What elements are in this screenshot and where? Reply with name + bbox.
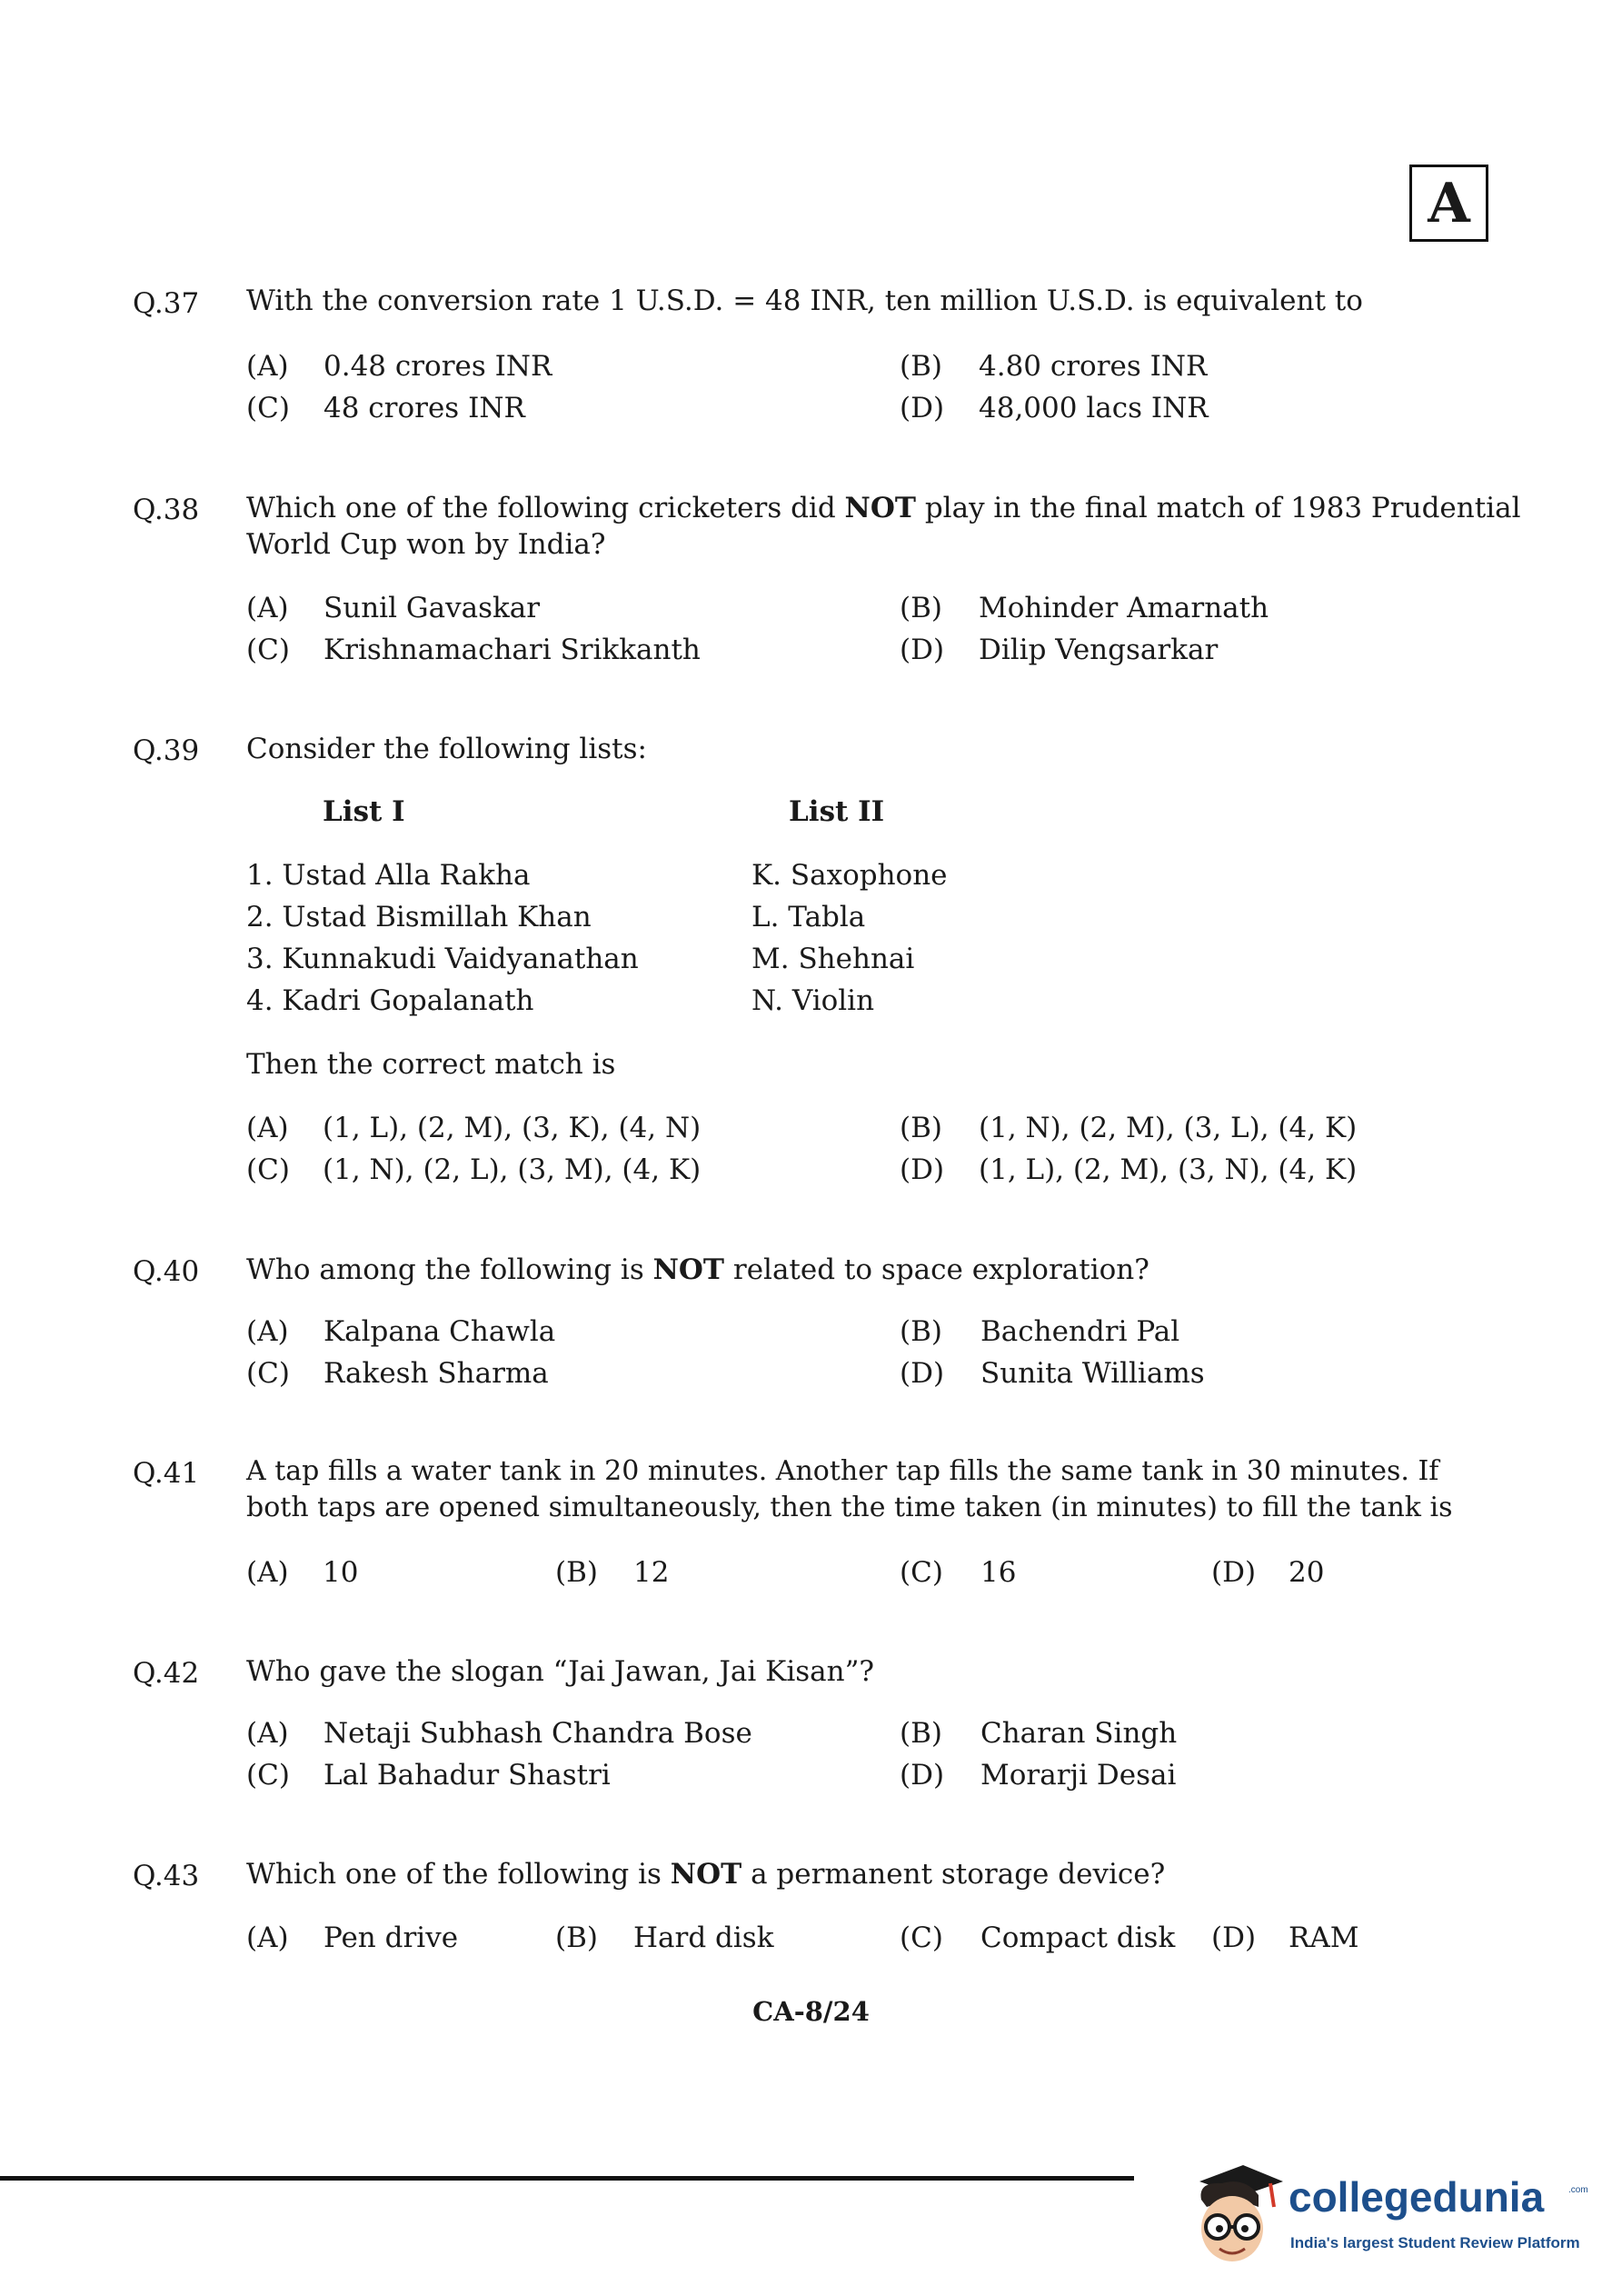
q37-option-a-label: (A): [246, 350, 289, 383]
q38-option-a-text: Sunil Gavaskar: [323, 592, 541, 624]
q37-option-c-label: (C): [246, 392, 290, 424]
q39-option-b-label: (B): [900, 1112, 942, 1144]
q40-text: Who among the following is NOT related to space exploration?: [246, 1253, 1149, 1286]
q42-option-d-text: Morarji Desai: [980, 1759, 1177, 1792]
logo-tld: .com: [1568, 2185, 1588, 2195]
q43-option-d-label: (D): [1211, 1922, 1257, 1954]
logo-wordmark: collegedunia: [1289, 2173, 1545, 2221]
q42-text: Who gave the slogan “Jai Jawan, Jai Kisan”?: [246, 1655, 875, 1688]
q43-option-b-label: (B): [555, 1922, 598, 1954]
q42-option-d-label: (D): [900, 1759, 945, 1792]
q41-text-line1: A tap fills a water tank in 20 minutes. Another tap fills the same tank in 30 minutes. If: [246, 1455, 1439, 1487]
q42-option-a-text: Netaji Subhash Chandra Bose: [323, 1717, 752, 1750]
q37-option-a-text: 0.48 crores INR: [323, 350, 552, 383]
q38-option-a-label: (A): [246, 592, 289, 624]
q43-text: Which one of the following is NOT a permanent storage device?: [246, 1858, 1166, 1891]
q38-text: Which one of the following cricketers did NOT play in the final match of 1983 Prudential: [246, 492, 1521, 524]
q41-option-c-label: (C): [900, 1556, 943, 1589]
q40-option-c-label: (C): [246, 1357, 290, 1390]
q43-not-emphasis: NOT: [670, 1858, 742, 1891]
q41-text-line2: both taps are opened simultaneously, then the time taken (in minutes) to fill the tank is: [246, 1492, 1453, 1523]
q43-option-c-text: Compact disk: [980, 1922, 1176, 1954]
q38-option-b-label: (B): [900, 592, 942, 624]
q42-option-c-label: (C): [246, 1759, 290, 1792]
list1-item: 2. Ustad Bismillah Khan: [246, 901, 592, 933]
q37-option-d-label: (D): [900, 392, 945, 424]
q39-number: Q.39: [133, 734, 200, 767]
list2-header: List II: [789, 795, 885, 828]
q43-number: Q.43: [133, 1860, 200, 1892]
q39-option-d-label: (D): [900, 1153, 945, 1186]
q38-option-b-text: Mohinder Amarnath: [979, 592, 1269, 624]
q39-option-a-text: (1, L), (2, M), (3, K), (4, N): [323, 1112, 702, 1144]
q43-option-d-text: RAM: [1289, 1922, 1359, 1954]
q42-option-a-label: (A): [246, 1717, 289, 1750]
q40-option-b-text: Bachendri Pal: [980, 1315, 1180, 1348]
q38-not-emphasis: NOT: [844, 492, 916, 524]
q41-option-c-text: 16: [980, 1556, 1017, 1589]
q40-option-d-text: Sunita Williams: [980, 1357, 1205, 1390]
list2-item: M. Shehnai: [751, 943, 915, 975]
q42-option-c-text: Lal Bahadur Shastri: [323, 1759, 611, 1792]
q41-option-a-label: (A): [246, 1556, 289, 1589]
list1-header: List I: [323, 795, 405, 828]
q39-option-a-label: (A): [246, 1112, 289, 1144]
q42-option-b-text: Charan Singh: [980, 1717, 1178, 1750]
q41-number: Q.41: [133, 1457, 200, 1490]
q37-text: With the conversion rate 1 U.S.D. = 48 INR, ten million U.S.D. is equivalent to: [246, 285, 1363, 317]
bottom-divider: [0, 2176, 1134, 2181]
collegedunia-logo: [1181, 2154, 1588, 2281]
paper-set-label: A: [1409, 165, 1488, 242]
list2-item: L. Tabla: [751, 901, 866, 933]
q39-option-c-label: (C): [246, 1153, 290, 1186]
q37-option-b-text: 4.80 crores INR: [979, 350, 1208, 383]
q38-text-line2: World Cup won by India?: [246, 528, 606, 561]
q39-match-text: Then the correct match is: [246, 1048, 616, 1081]
q43-option-c-label: (C): [900, 1922, 943, 1954]
list2-item: N. Violin: [751, 984, 875, 1017]
q37-number: Q.37: [133, 287, 200, 320]
q39-option-c-text: (1, N), (2, L), (3, M), (4, K): [323, 1153, 702, 1186]
q37-option-c-text: 48 crores INR: [323, 392, 525, 424]
q41-option-b-label: (B): [555, 1556, 598, 1589]
q38-number: Q.38: [133, 494, 200, 526]
q40-option-a-label: (A): [246, 1315, 289, 1348]
q43-option-b-text: Hard disk: [633, 1922, 774, 1954]
list1-item: 4. Kadri Gopalanath: [246, 984, 534, 1017]
q38-option-c-label: (C): [246, 634, 290, 666]
list1-item: 3. Kunnakudi Vaidyanathan: [246, 943, 639, 975]
q42-option-b-label: (B): [900, 1717, 942, 1750]
q43-option-a-label: (A): [246, 1922, 289, 1954]
student-mascot-icon: [1181, 2154, 1286, 2272]
q40-number: Q.40: [133, 1255, 200, 1288]
q38-option-c-text: Krishnamachari Srikkanth: [323, 634, 701, 666]
q41-option-d-text: 20: [1289, 1556, 1325, 1589]
q39-option-d-text: (1, L), (2, M), (3, N), (4, K): [979, 1153, 1358, 1186]
q41-option-b-text: 12: [633, 1556, 670, 1589]
page-code: CA-8/24: [752, 1996, 870, 2027]
q40-not-emphasis: NOT: [652, 1253, 725, 1286]
q40-option-d-label: (D): [900, 1357, 945, 1390]
q40-option-a-text: Kalpana Chawla: [323, 1315, 556, 1348]
q37-option-b-label: (B): [900, 350, 942, 383]
q38-option-d-text: Dilip Vengsarkar: [979, 634, 1219, 666]
q39-option-b-text: (1, N), (2, M), (3, L), (4, K): [979, 1112, 1358, 1144]
q37-option-d-text: 48,000 lacs INR: [979, 392, 1209, 424]
q41-option-d-label: (D): [1211, 1556, 1257, 1589]
list2-item: K. Saxophone: [751, 859, 948, 892]
list1-item: 1. Ustad Alla Rakha: [246, 859, 531, 892]
q39-text: Consider the following lists:: [246, 733, 647, 765]
logo-tagline: India's largest Student Review Platform: [1290, 2234, 1580, 2251]
q38-option-d-label: (D): [900, 634, 945, 666]
q43-option-a-text: Pen drive: [323, 1922, 459, 1954]
q41-option-a-text: 10: [323, 1556, 359, 1589]
q40-option-c-text: Rakesh Sharma: [323, 1357, 549, 1390]
q40-option-b-label: (B): [900, 1315, 942, 1348]
q42-number: Q.42: [133, 1657, 200, 1690]
